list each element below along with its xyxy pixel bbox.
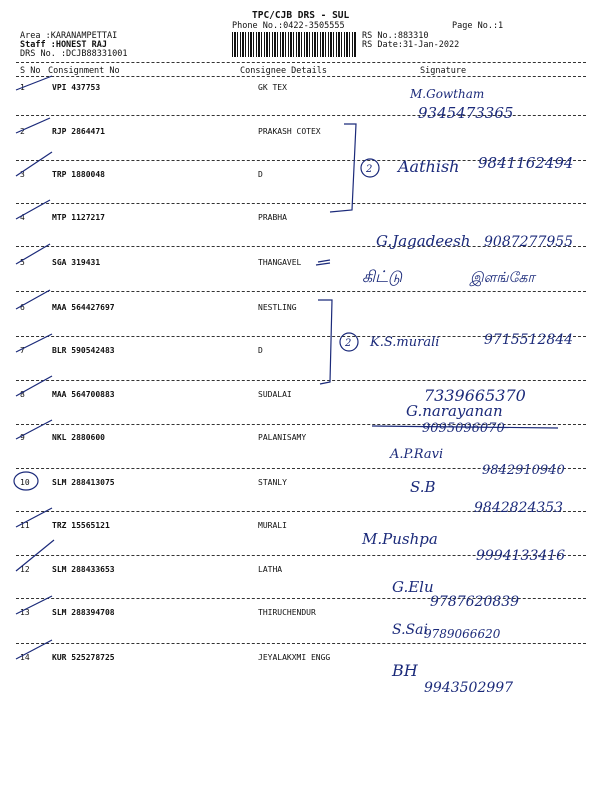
row-divider [16, 555, 586, 556]
phone-handwritten: 9842910940 [482, 463, 565, 478]
consignment-number: NKL 2880600 [52, 433, 105, 442]
row-divider [16, 598, 586, 599]
row-divider [16, 424, 586, 425]
staff-label: Staff :HONEST RAJ [20, 40, 107, 50]
signature-text: M.Pushpa [362, 530, 438, 548]
row-divider [16, 380, 586, 381]
consignment-number: BLR 590542483 [52, 346, 115, 355]
col-signature: Signature [420, 66, 467, 76]
signature-text: G.narayanan [406, 402, 503, 420]
consignee-name: D [258, 346, 263, 355]
area-label: Area :KARANAMPETTAI [20, 31, 118, 41]
rs-date: RS Date:31-Jan-2022 [362, 40, 460, 50]
consignment-number: RJP 2864471 [52, 127, 105, 136]
signature-text: K.S.murali [370, 335, 440, 350]
phone-number: Phone No.:0422-3505555 [232, 21, 345, 31]
row-sno: 1 [20, 83, 25, 92]
phone-handwritten: 7339665370 [424, 386, 526, 405]
row-sno: 2 [20, 127, 25, 136]
phone-handwritten: 9994133416 [476, 548, 566, 564]
row-divider [16, 336, 586, 337]
row-sno: 5 [20, 258, 25, 267]
consignment-number: VPI 437753 [52, 83, 101, 92]
signature-text: கிட்டு [362, 267, 403, 286]
consignee-name: PRABHA [258, 213, 287, 222]
signature-text: BH [392, 661, 418, 680]
page-number: Page No.:1 [452, 21, 504, 31]
signature-text: G.Elu [392, 578, 434, 596]
strike-line [372, 426, 558, 428]
signature-text: S.B [410, 478, 436, 496]
group-mark: 2 [345, 338, 352, 349]
consignee-name: JEYALAKXMI ENGG [258, 653, 331, 662]
group-bracket [318, 300, 332, 384]
row-sno: 3 [20, 170, 25, 179]
phone-handwritten: 9789066620 [424, 627, 501, 641]
row-sno: 7 [20, 346, 25, 355]
row-sno: 11 [20, 521, 30, 530]
phone-handwritten: 9842824353 [474, 500, 564, 516]
row-sno: 13 [20, 608, 30, 617]
row-divider [16, 115, 586, 116]
row-divider [16, 203, 586, 204]
row-sno: 6 [20, 303, 25, 312]
signature-text: இளங்கோ [470, 270, 535, 286]
consignment-number: TRP 1880048 [52, 170, 105, 179]
consignment-number: MAA 564427697 [52, 303, 115, 312]
row-sno: 10 [20, 478, 30, 487]
signature-text: A.P.Ravi [390, 447, 444, 462]
group-bracket [330, 124, 356, 212]
row-divider [16, 643, 586, 644]
document-title: TPC/CJB DRS - SUL [252, 10, 350, 21]
consignee-name: NESTLING [258, 303, 297, 312]
consignee-name: D [258, 170, 263, 179]
phone-handwritten: 9715512844 [484, 332, 574, 348]
rs-number: RS No.:883310 [362, 31, 429, 41]
row-sno: 14 [20, 653, 30, 662]
drs-number: DRS No. :DCJB88331001 [20, 49, 128, 59]
consignment-number: SLM 288413075 [52, 478, 115, 487]
phone-handwritten: 9087277955 [484, 234, 574, 250]
consignee-name: THANGAVEL [258, 258, 302, 267]
row-divider [16, 468, 586, 469]
header-divider-top [16, 62, 586, 63]
col-consignee-details: Consignee Details [240, 66, 327, 76]
consignment-number: SLM 288394708 [52, 608, 115, 617]
consignment-number: KUR 525278725 [52, 653, 115, 662]
signature-text: M.Gowtham [410, 87, 485, 101]
consignment-number: SGA 319431 [52, 258, 101, 267]
row-sno: 8 [20, 390, 25, 399]
signature-text: Aathish [398, 157, 460, 176]
row-sno: 9 [20, 433, 25, 442]
row-divider [16, 291, 586, 292]
consignee-name: GK TEX [258, 83, 287, 92]
phone-handwritten: 9943502997 [424, 680, 514, 696]
row-divider [16, 246, 586, 247]
consignment-number: SLM 288433653 [52, 565, 115, 574]
row-divider [16, 511, 586, 512]
header-divider-bottom [16, 76, 586, 77]
consignee-name: THIRUCHENDUR [258, 608, 316, 617]
consignee-name: PALANISAMY [258, 433, 307, 442]
consignment-number: MAA 564700883 [52, 390, 115, 399]
group-mark: 2 [366, 164, 373, 175]
phone-handwritten: 9841162494 [478, 154, 574, 172]
group-circle [361, 159, 379, 177]
phone-handwritten: 9787620839 [430, 594, 520, 610]
col-sno: S No [20, 66, 41, 76]
consignment-number: MTP 1127217 [52, 213, 105, 222]
row-sno: 4 [20, 213, 25, 222]
signature-text: S.Sai [392, 622, 428, 638]
row-divider [16, 160, 586, 161]
phone-handwritten: 9095096070 [422, 421, 505, 436]
col-consignment: Consignment No [48, 66, 120, 76]
scribble [316, 260, 330, 265]
row-sno: 12 [20, 565, 30, 574]
signature-text: G.Jagadeesh [376, 232, 471, 250]
consignee-name: LATHA [258, 565, 283, 574]
consignment-number: TRZ 15565121 [52, 521, 110, 530]
consignee-name: STANLY [258, 478, 287, 487]
barcode [232, 32, 356, 57]
consignee-name: PRAKASH COTEX [258, 127, 321, 136]
phone-handwritten: 9345473365 [418, 104, 514, 122]
consignee-name: SUDALAI [258, 390, 292, 399]
consignee-name: MURALI [258, 521, 287, 530]
